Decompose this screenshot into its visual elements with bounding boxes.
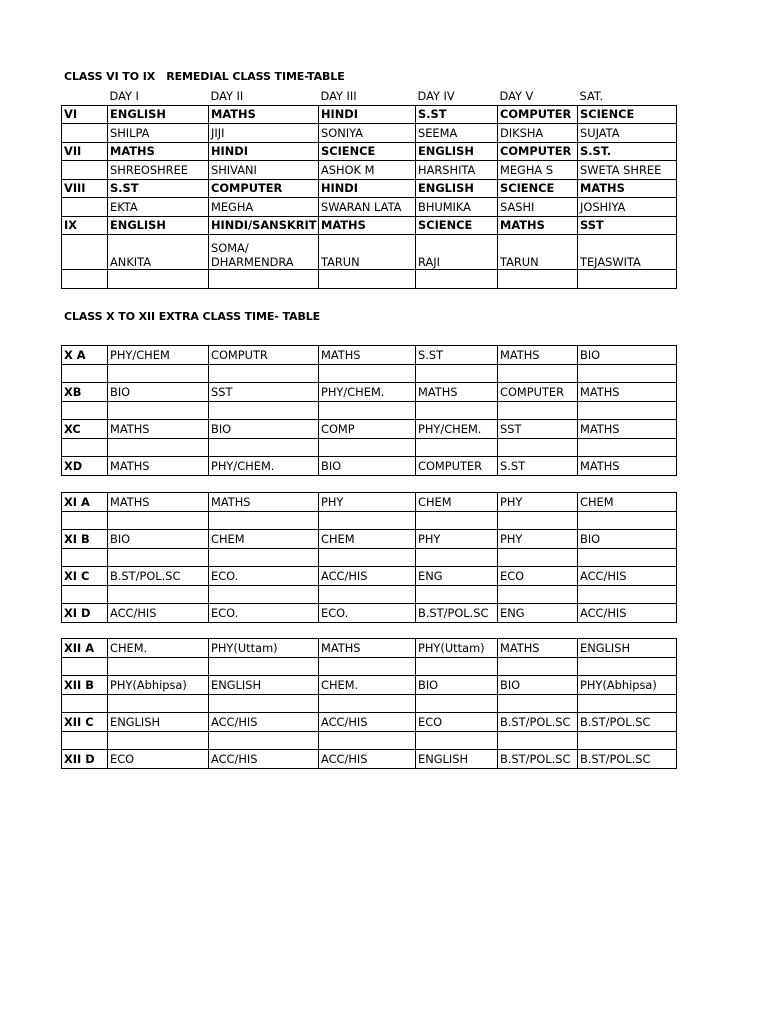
empty-cell: [578, 401, 677, 420]
subject-cell: ACC/HIS: [108, 604, 209, 623]
day-header: DAY II: [210, 88, 244, 103]
subject-cell: MATHS: [578, 383, 677, 402]
teacher-cell: TARUN: [319, 235, 416, 270]
subject-cell: MATHS: [319, 639, 416, 658]
empty-cell: [108, 694, 209, 713]
empty-cell: [108, 548, 209, 567]
subject-cell: ENGLISH: [108, 713, 209, 732]
teacher-cell: SUJATA: [578, 124, 677, 143]
subject-cell: MATHS: [209, 105, 319, 124]
subject-cell: ENGLISH: [416, 750, 498, 769]
subject-cell: B.ST/POL.SC: [416, 604, 498, 623]
empty-cell: [416, 585, 498, 604]
empty-cell: [62, 198, 108, 217]
class-label: XI D: [62, 604, 108, 623]
subject-cell: PHY/CHEM: [108, 346, 209, 365]
remedial-timetable: [61, 87, 677, 289]
class-row: [62, 713, 677, 732]
class-row: [62, 567, 677, 586]
subject-cell: MATHS: [319, 346, 416, 365]
subject-cell: ENGLISH: [578, 639, 677, 658]
empty-cell: [108, 657, 209, 676]
subject-cell: COMP: [319, 420, 416, 439]
subject-cell: B.ST/POL.SC: [578, 713, 677, 732]
blank-row: [62, 657, 677, 676]
empty-cell: [209, 364, 319, 383]
empty-cell: [62, 548, 108, 567]
subject-cell: B.ST/POL.SC: [498, 713, 578, 732]
subject-cell: PHY: [416, 530, 498, 549]
subject-cell: ENG: [416, 567, 498, 586]
subject-cell: ENGLISH: [416, 179, 498, 198]
class-row: [62, 750, 677, 769]
subject-cell: CHEM: [319, 530, 416, 549]
extra-timetable-class-xi: [61, 492, 677, 623]
empty-cell: [62, 364, 108, 383]
empty-cell: [108, 270, 209, 289]
class-label: XII D: [62, 750, 108, 769]
class-label: XB: [62, 383, 108, 402]
teacher-cell: DIKSHA: [498, 124, 578, 143]
teacher-cell: RAJI: [416, 235, 498, 270]
subject-cell: HINDI/SANSKRIT: [209, 216, 319, 235]
class-label: VI: [62, 105, 108, 124]
teacher-cell: TEJASWITA: [578, 235, 677, 270]
subject-cell: ENGLISH: [416, 142, 498, 161]
day-header-row: [62, 87, 677, 105]
empty-cell: [578, 585, 677, 604]
empty-cell: [498, 585, 578, 604]
empty-cell: [416, 364, 498, 383]
subject-cell: PHY: [319, 493, 416, 512]
blank-row: [62, 270, 677, 289]
subject-cell: ACC/HIS: [319, 567, 416, 586]
extra-timetable-class-xii: [61, 638, 677, 769]
class-row: [62, 604, 677, 623]
empty-cell: [416, 657, 498, 676]
subject-cell: BIO: [209, 420, 319, 439]
empty-cell: [578, 657, 677, 676]
empty-cell: [62, 511, 108, 530]
empty-cell: [108, 438, 209, 457]
subject-cell: COMPUTER: [498, 383, 578, 402]
empty-cell: [209, 548, 319, 567]
subject-cell: COMPUTER: [498, 105, 578, 124]
teacher-row: [62, 161, 677, 180]
empty-cell: [578, 731, 677, 750]
class-label: XD: [62, 457, 108, 476]
teacher-cell: MEGHA S: [498, 161, 578, 180]
subject-cell: ENGLISH: [108, 105, 209, 124]
teacher-cell: SASHI: [498, 198, 578, 217]
empty-cell: [62, 657, 108, 676]
empty-cell: [209, 270, 319, 289]
subject-cell: MATHS: [319, 216, 416, 235]
teacher-cell: ASHOK M: [319, 161, 416, 180]
empty-cell: [498, 364, 578, 383]
teacher-cell: BHUMIKA: [416, 198, 498, 217]
class-label: XI A: [62, 493, 108, 512]
subject-cell: HINDI: [319, 179, 416, 198]
empty-cell: [416, 548, 498, 567]
extra-timetable-class-x: [61, 345, 677, 476]
empty-cell: [319, 511, 416, 530]
subject-cell: S.ST: [416, 105, 498, 124]
subject-cell: MATHS: [108, 420, 209, 439]
subject-cell: PHY(Abhipsa): [108, 676, 209, 695]
subject-cell: PHY: [498, 530, 578, 549]
subject-cell: BIO: [319, 457, 416, 476]
empty-cell: [62, 161, 108, 180]
day-header: SAT.: [579, 88, 604, 103]
header-corner: [62, 87, 108, 105]
class-label: XI B: [62, 530, 108, 549]
subject-cell: SST: [498, 420, 578, 439]
subject-cell: MATHS: [108, 457, 209, 476]
subject-cell: BIO: [108, 383, 209, 402]
class-label: XC: [62, 420, 108, 439]
subject-cell: ENGLISH: [108, 216, 209, 235]
subject-cell: ECO.: [209, 567, 319, 586]
empty-cell: [578, 270, 677, 289]
empty-cell: [498, 694, 578, 713]
subject-cell: SCIENCE: [416, 216, 498, 235]
teacher-row: [62, 198, 677, 217]
empty-cell: [498, 511, 578, 530]
subject-cell: CHEM: [416, 493, 498, 512]
blank-row: [62, 585, 677, 604]
blank-row: [62, 364, 677, 383]
subject-cell: MATHS: [498, 346, 578, 365]
class-row: [62, 383, 677, 402]
empty-cell: [416, 694, 498, 713]
empty-cell: [62, 401, 108, 420]
teacher-row: [62, 124, 677, 143]
subject-cell: S.ST: [416, 346, 498, 365]
subject-cell: ACC/HIS: [578, 604, 677, 623]
empty-cell: [416, 438, 498, 457]
empty-cell: [498, 438, 578, 457]
subject-cell: PHY/CHEM.: [209, 457, 319, 476]
subject-cell: SCIENCE: [319, 142, 416, 161]
subject-cell: SCIENCE: [498, 179, 578, 198]
empty-cell: [209, 657, 319, 676]
subject-cell: COMPUTER: [416, 457, 498, 476]
empty-cell: [108, 511, 209, 530]
subject-cell: MATHS: [416, 383, 498, 402]
class-row: [62, 420, 677, 439]
class-label: VII: [62, 142, 108, 161]
teacher-cell: HARSHITA: [416, 161, 498, 180]
subject-cell: PHY(Abhipsa): [578, 676, 677, 695]
empty-cell: [108, 585, 209, 604]
empty-cell: [498, 270, 578, 289]
subject-row: [62, 216, 677, 235]
teacher-cell: SHIVANI: [209, 161, 319, 180]
day-header: DAY I: [109, 88, 139, 103]
class-row: [62, 639, 677, 658]
teacher-row: [62, 235, 677, 270]
subject-cell: PHY/CHEM.: [416, 420, 498, 439]
class-label: XI C: [62, 567, 108, 586]
subject-cell: ECO.: [209, 604, 319, 623]
empty-cell: [209, 401, 319, 420]
subject-cell: MATHS: [578, 457, 677, 476]
subject-cell: ACC/HIS: [319, 750, 416, 769]
day-header: DAY V: [499, 88, 534, 103]
empty-cell: [62, 270, 108, 289]
blank-row: [62, 401, 677, 420]
class-label: X A: [62, 346, 108, 365]
empty-cell: [62, 585, 108, 604]
class-row: [62, 530, 677, 549]
subject-cell: BIO: [578, 346, 677, 365]
subject-cell: B.ST/POL.SC: [498, 750, 578, 769]
class-row: [62, 457, 677, 476]
teacher-cell: SHILPA: [108, 124, 209, 143]
class-label: XII C: [62, 713, 108, 732]
empty-cell: [319, 364, 416, 383]
subject-cell: COMPUTR: [209, 346, 319, 365]
empty-cell: [62, 694, 108, 713]
subject-cell: ECO.: [319, 604, 416, 623]
teacher-cell: MEGHA: [209, 198, 319, 217]
empty-cell: [498, 548, 578, 567]
subject-cell: ENG: [498, 604, 578, 623]
class-row: [62, 346, 677, 365]
subject-cell: COMPUTER: [498, 142, 578, 161]
subject-cell: ACC/HIS: [319, 713, 416, 732]
empty-cell: [108, 401, 209, 420]
class-label: IX: [62, 216, 108, 235]
subject-cell: MATHS: [578, 179, 677, 198]
subject-cell: B.ST/POL.SC: [578, 750, 677, 769]
teacher-cell: TARUN: [498, 235, 578, 270]
subject-cell: ECO: [416, 713, 498, 732]
teacher-cell: JOSHIYA: [578, 198, 677, 217]
teacher-cell: SOMA/ DHARMENDRA: [209, 235, 319, 270]
empty-cell: [416, 401, 498, 420]
empty-cell: [578, 548, 677, 567]
subject-cell: SST: [578, 216, 677, 235]
blank-row: [62, 731, 677, 750]
empty-cell: [319, 694, 416, 713]
subject-cell: COMPUTER: [209, 179, 319, 198]
empty-cell: [416, 731, 498, 750]
subject-cell: PHY(Uttam): [416, 639, 498, 658]
empty-cell: [416, 511, 498, 530]
subject-cell: MATHS: [578, 420, 677, 439]
empty-cell: [578, 511, 677, 530]
subject-cell: MATHS: [108, 142, 209, 161]
subject-cell: ECO: [108, 750, 209, 769]
blank-row: [62, 548, 677, 567]
empty-cell: [498, 401, 578, 420]
subject-cell: ENGLISH: [209, 676, 319, 695]
teacher-cell: JIJI: [209, 124, 319, 143]
subject-cell: ACC/HIS: [209, 750, 319, 769]
subject-cell: CHEM: [578, 493, 677, 512]
empty-cell: [62, 438, 108, 457]
subject-cell: S.ST: [498, 457, 578, 476]
subject-cell: MATHS: [498, 639, 578, 658]
subject-row: [62, 142, 677, 161]
subject-row: [62, 105, 677, 124]
subject-cell: S.ST.: [578, 142, 677, 161]
subject-cell: BIO: [416, 676, 498, 695]
empty-cell: [319, 270, 416, 289]
subject-cell: ACC/HIS: [578, 567, 677, 586]
subject-cell: MATHS: [108, 493, 209, 512]
subject-cell: SST: [209, 383, 319, 402]
subject-cell: S.ST: [108, 179, 209, 198]
subject-cell: MATHS: [498, 216, 578, 235]
subject-cell: PHY: [498, 493, 578, 512]
teacher-cell: ANKITA: [108, 235, 209, 270]
subject-cell: CHEM: [209, 530, 319, 549]
empty-cell: [578, 694, 677, 713]
class-row: [62, 493, 677, 512]
empty-cell: [62, 235, 108, 270]
empty-cell: [319, 657, 416, 676]
teacher-cell: EKTA: [108, 198, 209, 217]
subject-cell: BIO: [108, 530, 209, 549]
empty-cell: [416, 270, 498, 289]
empty-cell: [209, 438, 319, 457]
teacher-cell: SEEMA: [416, 124, 498, 143]
empty-cell: [209, 731, 319, 750]
empty-cell: [578, 438, 677, 457]
teacher-cell: SWETA SHREE: [578, 161, 677, 180]
empty-cell: [62, 124, 108, 143]
blank-row: [62, 438, 677, 457]
teacher-cell: SWARAN LATA: [319, 198, 416, 217]
subject-cell: PHY(Uttam): [209, 639, 319, 658]
empty-cell: [62, 731, 108, 750]
empty-cell: [578, 364, 677, 383]
subject-cell: PHY/CHEM.: [319, 383, 416, 402]
subject-cell: BIO: [578, 530, 677, 549]
empty-cell: [319, 401, 416, 420]
remedial-title: CLASS VI TO IX REMEDIAL CLASS TIME-TABLE: [64, 70, 345, 83]
empty-cell: [498, 657, 578, 676]
empty-cell: [108, 731, 209, 750]
class-row: [62, 676, 677, 695]
empty-cell: [319, 438, 416, 457]
teacher-cell: SONIYA: [319, 124, 416, 143]
blank-row: [62, 694, 677, 713]
day-header: DAY III: [320, 88, 357, 103]
empty-cell: [319, 731, 416, 750]
empty-cell: [108, 364, 209, 383]
subject-cell: HINDI: [319, 105, 416, 124]
class-label: XII B: [62, 676, 108, 695]
subject-cell: SCIENCE: [578, 105, 677, 124]
empty-cell: [209, 511, 319, 530]
subject-cell: ACC/HIS: [209, 713, 319, 732]
subject-cell: CHEM.: [108, 639, 209, 658]
subject-cell: BIO: [498, 676, 578, 695]
class-label: XII A: [62, 639, 108, 658]
teacher-cell: SHREOSHREE: [108, 161, 209, 180]
empty-cell: [319, 585, 416, 604]
extra-title: CLASS X TO XII EXTRA CLASS TIME- TABLE: [64, 310, 321, 323]
blank-row: [62, 511, 677, 530]
subject-row: [62, 179, 677, 198]
empty-cell: [209, 694, 319, 713]
empty-cell: [209, 585, 319, 604]
subject-cell: ECO: [498, 567, 578, 586]
subject-cell: B.ST/POL.SC: [108, 567, 209, 586]
day-header: DAY IV: [417, 88, 455, 103]
empty-cell: [319, 548, 416, 567]
subject-cell: HINDI: [209, 142, 319, 161]
empty-cell: [498, 731, 578, 750]
subject-cell: MATHS: [209, 493, 319, 512]
subject-cell: CHEM.: [319, 676, 416, 695]
class-label: VIII: [62, 179, 108, 198]
